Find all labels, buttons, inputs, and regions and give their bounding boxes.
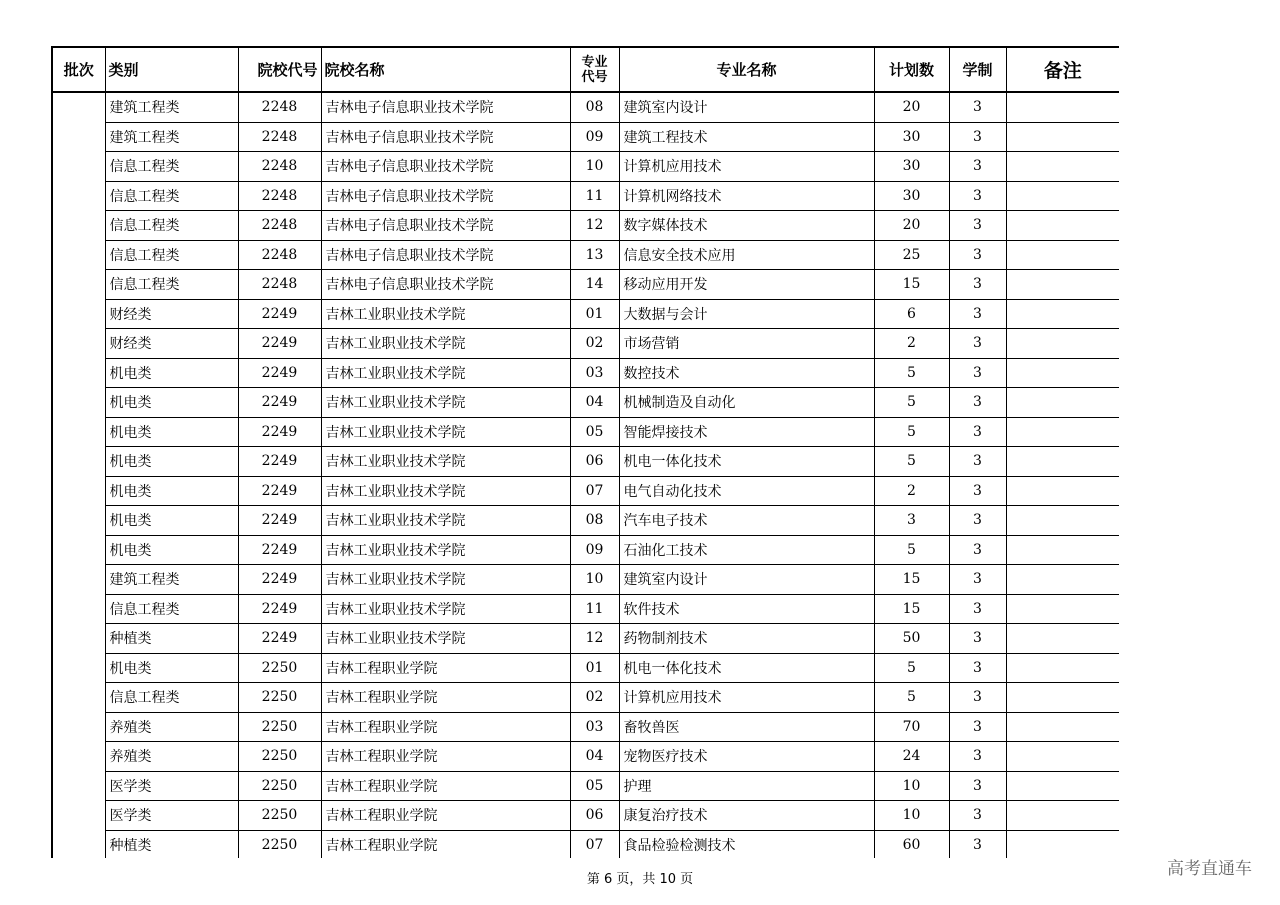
- cell-plan: 2: [874, 476, 949, 506]
- cell-major-code: 11: [570, 594, 619, 624]
- header-row: [52, 47, 1119, 92]
- cell-duration: 3: [949, 594, 1006, 624]
- table-row: [52, 476, 1119, 506]
- cell-batch: [52, 476, 105, 506]
- cell-category: 机电类: [105, 447, 238, 477]
- cell-duration: 3: [949, 122, 1006, 152]
- cell-plan: 5: [874, 535, 949, 565]
- cell-major-name: 软件技术: [619, 594, 874, 624]
- cell-major-code: 03: [570, 358, 619, 388]
- cell-remark: [1006, 240, 1119, 270]
- cell-batch: [52, 712, 105, 742]
- cell-duration: 3: [949, 211, 1006, 241]
- cell-school-code: 2249: [238, 594, 321, 624]
- cell-school-code: 2250: [238, 830, 321, 858]
- cell-major-name: 机电一体化技术: [619, 653, 874, 683]
- cell-school-code: 2249: [238, 358, 321, 388]
- cell-school-name: 吉林工业职业技术学院: [321, 447, 570, 477]
- cell-duration: 3: [949, 565, 1006, 595]
- cell-remark: [1006, 358, 1119, 388]
- cell-duration: 3: [949, 329, 1006, 359]
- cell-duration: 3: [949, 535, 1006, 565]
- cell-school-name: 吉林工程职业学院: [321, 801, 570, 831]
- cell-school-code: 2249: [238, 417, 321, 447]
- cell-school-code: 2248: [238, 122, 321, 152]
- cell-major-code: 05: [570, 771, 619, 801]
- header-major-name: 专业名称: [619, 47, 874, 92]
- cell-school-name: 吉林工业职业技术学院: [321, 624, 570, 654]
- header-category: 类别: [105, 47, 238, 92]
- cell-category: 财经类: [105, 329, 238, 359]
- cell-major-name: 畜牧兽医: [619, 712, 874, 742]
- table-row: [52, 712, 1119, 742]
- cell-major-code: 06: [570, 801, 619, 831]
- cell-plan: 6: [874, 299, 949, 329]
- cell-major-name: 建筑室内设计: [619, 565, 874, 595]
- table-row: [52, 683, 1119, 713]
- cell-major-code: 08: [570, 506, 619, 536]
- cell-category: 信息工程类: [105, 181, 238, 211]
- cell-school-code: 2248: [238, 181, 321, 211]
- table-row: [52, 299, 1119, 329]
- cell-school-name: 吉林工程职业学院: [321, 712, 570, 742]
- cell-major-code: 12: [570, 211, 619, 241]
- cell-school-code: 2250: [238, 801, 321, 831]
- cell-school-name: 吉林工业职业技术学院: [321, 299, 570, 329]
- cell-school-name: 吉林工业职业技术学院: [321, 506, 570, 536]
- cell-major-name: 机电一体化技术: [619, 447, 874, 477]
- cell-remark: [1006, 270, 1119, 300]
- table-row: [52, 801, 1119, 831]
- cell-school-name: 吉林工程职业学院: [321, 771, 570, 801]
- cell-major-code: 04: [570, 742, 619, 772]
- header-remark: 备注: [1006, 47, 1119, 92]
- admission-plan-table: [51, 46, 1119, 858]
- cell-category: 建筑工程类: [105, 92, 238, 122]
- cell-major-name: 大数据与会计: [619, 299, 874, 329]
- table-row: [52, 535, 1119, 565]
- cell-plan: 25: [874, 240, 949, 270]
- cell-major-code: 12: [570, 624, 619, 654]
- cell-major-name: 计算机应用技术: [619, 152, 874, 182]
- table-row: [52, 240, 1119, 270]
- table-row: [52, 92, 1119, 122]
- cell-major-name: 数控技术: [619, 358, 874, 388]
- cell-batch: [52, 506, 105, 536]
- table-row: [52, 506, 1119, 536]
- cell-batch: [52, 270, 105, 300]
- cell-school-name: 吉林工业职业技术学院: [321, 358, 570, 388]
- header-duration: 学制: [949, 47, 1006, 92]
- cell-school-code: 2249: [238, 535, 321, 565]
- cell-school-code: 2250: [238, 742, 321, 772]
- page-footer: 第 6 页，共 10 页: [586, 872, 694, 887]
- cell-school-name: 吉林工业职业技术学院: [321, 329, 570, 359]
- cell-plan: 15: [874, 565, 949, 595]
- table-row: [52, 447, 1119, 477]
- cell-school-name: 吉林工业职业技术学院: [321, 565, 570, 595]
- cell-school-name: 吉林工业职业技术学院: [321, 476, 570, 506]
- cell-plan: 60: [874, 830, 949, 858]
- cell-remark: [1006, 211, 1119, 241]
- table-body: [52, 92, 1119, 858]
- cell-major-name: 智能焊接技术: [619, 417, 874, 447]
- cell-duration: 3: [949, 624, 1006, 654]
- cell-school-name: 吉林电子信息职业技术学院: [321, 240, 570, 270]
- cell-school-name: 吉林电子信息职业技术学院: [321, 211, 570, 241]
- cell-duration: 3: [949, 92, 1006, 122]
- cell-duration: 3: [949, 388, 1006, 418]
- cell-major-code: 09: [570, 535, 619, 565]
- cell-duration: 3: [949, 417, 1006, 447]
- table-row: [52, 329, 1119, 359]
- cell-major-name: 建筑工程技术: [619, 122, 874, 152]
- cell-batch: [52, 801, 105, 831]
- cell-plan: 3: [874, 506, 949, 536]
- cell-plan: 50: [874, 624, 949, 654]
- cell-plan: 5: [874, 388, 949, 418]
- header-batch: 批次: [52, 47, 105, 92]
- cell-category: 信息工程类: [105, 211, 238, 241]
- cell-duration: 3: [949, 712, 1006, 742]
- cell-batch: [52, 329, 105, 359]
- cell-category: 机电类: [105, 653, 238, 683]
- cell-major-code: 04: [570, 388, 619, 418]
- cell-plan: 15: [874, 270, 949, 300]
- cell-major-name: 药物制剂技术: [619, 624, 874, 654]
- cell-remark: [1006, 565, 1119, 595]
- cell-duration: 3: [949, 240, 1006, 270]
- cell-batch: [52, 417, 105, 447]
- cell-school-name: 吉林工业职业技术学院: [321, 594, 570, 624]
- cell-duration: 3: [949, 447, 1006, 477]
- cell-plan: 5: [874, 417, 949, 447]
- cell-school-code: 2248: [238, 240, 321, 270]
- cell-category: 种植类: [105, 830, 238, 858]
- cell-major-name: 石油化工技术: [619, 535, 874, 565]
- cell-remark: [1006, 388, 1119, 418]
- cell-plan: 30: [874, 152, 949, 182]
- cell-major-name: 康复治疗技术: [619, 801, 874, 831]
- cell-category: 信息工程类: [105, 240, 238, 270]
- cell-duration: 3: [949, 476, 1006, 506]
- cell-major-code: 03: [570, 712, 619, 742]
- table-row: [52, 270, 1119, 300]
- cell-major-code: 10: [570, 152, 619, 182]
- table-row: [52, 830, 1119, 858]
- table-row: [52, 565, 1119, 595]
- cell-major-code: 13: [570, 240, 619, 270]
- cell-major-name: 食品检验检测技术: [619, 830, 874, 858]
- cell-major-code: 01: [570, 653, 619, 683]
- cell-batch: [52, 181, 105, 211]
- cell-plan: 5: [874, 358, 949, 388]
- cell-major-name: 汽车电子技术: [619, 506, 874, 536]
- header-major-code-line2: 代号: [581, 69, 608, 85]
- cell-batch: [52, 92, 105, 122]
- table-row: [52, 653, 1119, 683]
- cell-category: 信息工程类: [105, 594, 238, 624]
- cell-batch: [52, 565, 105, 595]
- cell-category: 养殖类: [105, 742, 238, 772]
- cell-major-code: 01: [570, 299, 619, 329]
- cell-school-code: 2250: [238, 712, 321, 742]
- cell-duration: 3: [949, 653, 1006, 683]
- cell-batch: [52, 624, 105, 654]
- cell-major-code: 14: [570, 270, 619, 300]
- cell-duration: 3: [949, 358, 1006, 388]
- cell-school-code: 2248: [238, 152, 321, 182]
- cell-school-name: 吉林电子信息职业技术学院: [321, 270, 570, 300]
- cell-remark: [1006, 92, 1119, 122]
- cell-batch: [52, 742, 105, 772]
- cell-school-name: 吉林工业职业技术学院: [321, 388, 570, 418]
- header-school-name: 院校名称: [321, 47, 570, 92]
- cell-duration: 3: [949, 683, 1006, 713]
- cell-batch: [52, 122, 105, 152]
- cell-remark: [1006, 181, 1119, 211]
- cell-plan: 30: [874, 181, 949, 211]
- cell-major-name: 计算机网络技术: [619, 181, 874, 211]
- cell-major-name: 市场营销: [619, 329, 874, 359]
- cell-major-code: 11: [570, 181, 619, 211]
- cell-batch: [52, 358, 105, 388]
- cell-plan: 30: [874, 122, 949, 152]
- table-row: [52, 594, 1119, 624]
- cell-school-code: 2248: [238, 92, 321, 122]
- table-row: [52, 122, 1119, 152]
- cell-remark: [1006, 801, 1119, 831]
- cell-plan: 2: [874, 329, 949, 359]
- cell-remark: [1006, 683, 1119, 713]
- cell-duration: 3: [949, 830, 1006, 858]
- cell-duration: 3: [949, 152, 1006, 182]
- cell-school-code: 2249: [238, 447, 321, 477]
- cell-major-name: 建筑室内设计: [619, 92, 874, 122]
- cell-plan: 5: [874, 447, 949, 477]
- cell-school-code: 2249: [238, 329, 321, 359]
- cell-category: 信息工程类: [105, 270, 238, 300]
- cell-major-code: 02: [570, 329, 619, 359]
- cell-school-name: 吉林电子信息职业技术学院: [321, 92, 570, 122]
- cell-batch: [52, 535, 105, 565]
- cell-batch: [52, 594, 105, 624]
- table-row: [52, 211, 1119, 241]
- cell-plan: 5: [874, 683, 949, 713]
- cell-major-name: 护理: [619, 771, 874, 801]
- cell-major-code: 10: [570, 565, 619, 595]
- cell-school-code: 2250: [238, 771, 321, 801]
- cell-remark: [1006, 742, 1119, 772]
- cell-plan: 20: [874, 211, 949, 241]
- cell-major-code: 06: [570, 447, 619, 477]
- cell-category: 信息工程类: [105, 683, 238, 713]
- cell-remark: [1006, 771, 1119, 801]
- cell-batch: [52, 653, 105, 683]
- cell-major-name: 电气自动化技术: [619, 476, 874, 506]
- cell-batch: [52, 211, 105, 241]
- cell-school-code: 2248: [238, 270, 321, 300]
- table-header: [52, 47, 1119, 92]
- cell-category: 机电类: [105, 476, 238, 506]
- cell-category: 建筑工程类: [105, 565, 238, 595]
- cell-batch: [52, 771, 105, 801]
- cell-batch: [52, 683, 105, 713]
- cell-remark: [1006, 417, 1119, 447]
- cell-major-code: 07: [570, 830, 619, 858]
- cell-batch: [52, 388, 105, 418]
- cell-major-code: 07: [570, 476, 619, 506]
- cell-remark: [1006, 299, 1119, 329]
- cell-category: 财经类: [105, 299, 238, 329]
- cell-remark: [1006, 535, 1119, 565]
- cell-batch: [52, 240, 105, 270]
- cell-plan: 15: [874, 594, 949, 624]
- cell-remark: [1006, 830, 1119, 858]
- cell-school-code: 2249: [238, 299, 321, 329]
- table-row: [52, 624, 1119, 654]
- cell-category: 机电类: [105, 417, 238, 447]
- cell-school-code: 2249: [238, 506, 321, 536]
- cell-remark: [1006, 476, 1119, 506]
- cell-school-code: 2249: [238, 624, 321, 654]
- cell-category: 机电类: [105, 506, 238, 536]
- cell-duration: 3: [949, 299, 1006, 329]
- cell-duration: 3: [949, 506, 1006, 536]
- cell-plan: 24: [874, 742, 949, 772]
- cell-major-name: 信息安全技术应用: [619, 240, 874, 270]
- cell-school-name: 吉林工业职业技术学院: [321, 417, 570, 447]
- cell-major-name: 数字媒体技术: [619, 211, 874, 241]
- cell-duration: 3: [949, 181, 1006, 211]
- cell-school-code: 2249: [238, 388, 321, 418]
- cell-school-name: 吉林工业职业技术学院: [321, 535, 570, 565]
- cell-plan: 10: [874, 801, 949, 831]
- header-major-code: [570, 47, 619, 92]
- cell-remark: [1006, 594, 1119, 624]
- cell-major-code: 08: [570, 92, 619, 122]
- cell-remark: [1006, 122, 1119, 152]
- table-row: [52, 358, 1119, 388]
- cell-school-name: 吉林工程职业学院: [321, 653, 570, 683]
- cell-major-code: 05: [570, 417, 619, 447]
- cell-category: 医学类: [105, 801, 238, 831]
- cell-plan: 70: [874, 712, 949, 742]
- cell-category: 养殖类: [105, 712, 238, 742]
- header-major-code-line1: 专业: [581, 54, 608, 70]
- cell-remark: [1006, 653, 1119, 683]
- cell-major-name: 移动应用开发: [619, 270, 874, 300]
- cell-category: 机电类: [105, 388, 238, 418]
- cell-duration: 3: [949, 742, 1006, 772]
- cell-batch: [52, 299, 105, 329]
- cell-major-name: 机械制造及自动化: [619, 388, 874, 418]
- cell-remark: [1006, 329, 1119, 359]
- cell-category: 建筑工程类: [105, 122, 238, 152]
- cell-school-name: 吉林电子信息职业技术学院: [321, 152, 570, 182]
- cell-school-code: 2249: [238, 476, 321, 506]
- cell-school-name: 吉林工程职业学院: [321, 683, 570, 713]
- table-row: [52, 181, 1119, 211]
- cell-batch: [52, 152, 105, 182]
- cell-plan: 5: [874, 653, 949, 683]
- cell-category: 种植类: [105, 624, 238, 654]
- cell-batch: [52, 830, 105, 858]
- cell-school-code: 2250: [238, 653, 321, 683]
- cell-duration: 3: [949, 270, 1006, 300]
- cell-major-name: 计算机应用技术: [619, 683, 874, 713]
- cell-remark: [1006, 152, 1119, 182]
- cell-school-name: 吉林电子信息职业技术学院: [321, 181, 570, 211]
- cell-plan: 10: [874, 771, 949, 801]
- cell-category: 医学类: [105, 771, 238, 801]
- cell-duration: 3: [949, 771, 1006, 801]
- watermark: 高考直通车: [1167, 859, 1252, 879]
- cell-remark: [1006, 506, 1119, 536]
- cell-major-name: 宠物医疗技术: [619, 742, 874, 772]
- cell-school-name: 吉林电子信息职业技术学院: [321, 122, 570, 152]
- table-row: [52, 771, 1119, 801]
- cell-duration: 3: [949, 801, 1006, 831]
- cell-school-code: 2249: [238, 565, 321, 595]
- cell-category: 信息工程类: [105, 152, 238, 182]
- cell-school-name: 吉林工程职业学院: [321, 742, 570, 772]
- cell-category: 机电类: [105, 535, 238, 565]
- cell-remark: [1006, 447, 1119, 477]
- table-wrapper: [51, 46, 1119, 858]
- cell-school-code: 2250: [238, 683, 321, 713]
- cell-school-name: 吉林工程职业学院: [321, 830, 570, 858]
- cell-school-code: 2248: [238, 211, 321, 241]
- table-row: [52, 742, 1119, 772]
- cell-major-code: 02: [570, 683, 619, 713]
- cell-major-code: 09: [570, 122, 619, 152]
- header-plan: 计划数: [874, 47, 949, 92]
- cell-plan: 20: [874, 92, 949, 122]
- cell-category: 机电类: [105, 358, 238, 388]
- cell-batch: [52, 447, 105, 477]
- header-school-code: 院校代号: [238, 47, 321, 92]
- cell-remark: [1006, 712, 1119, 742]
- table-row: [52, 152, 1119, 182]
- table-row: [52, 417, 1119, 447]
- table-row: [52, 388, 1119, 418]
- cell-remark: [1006, 624, 1119, 654]
